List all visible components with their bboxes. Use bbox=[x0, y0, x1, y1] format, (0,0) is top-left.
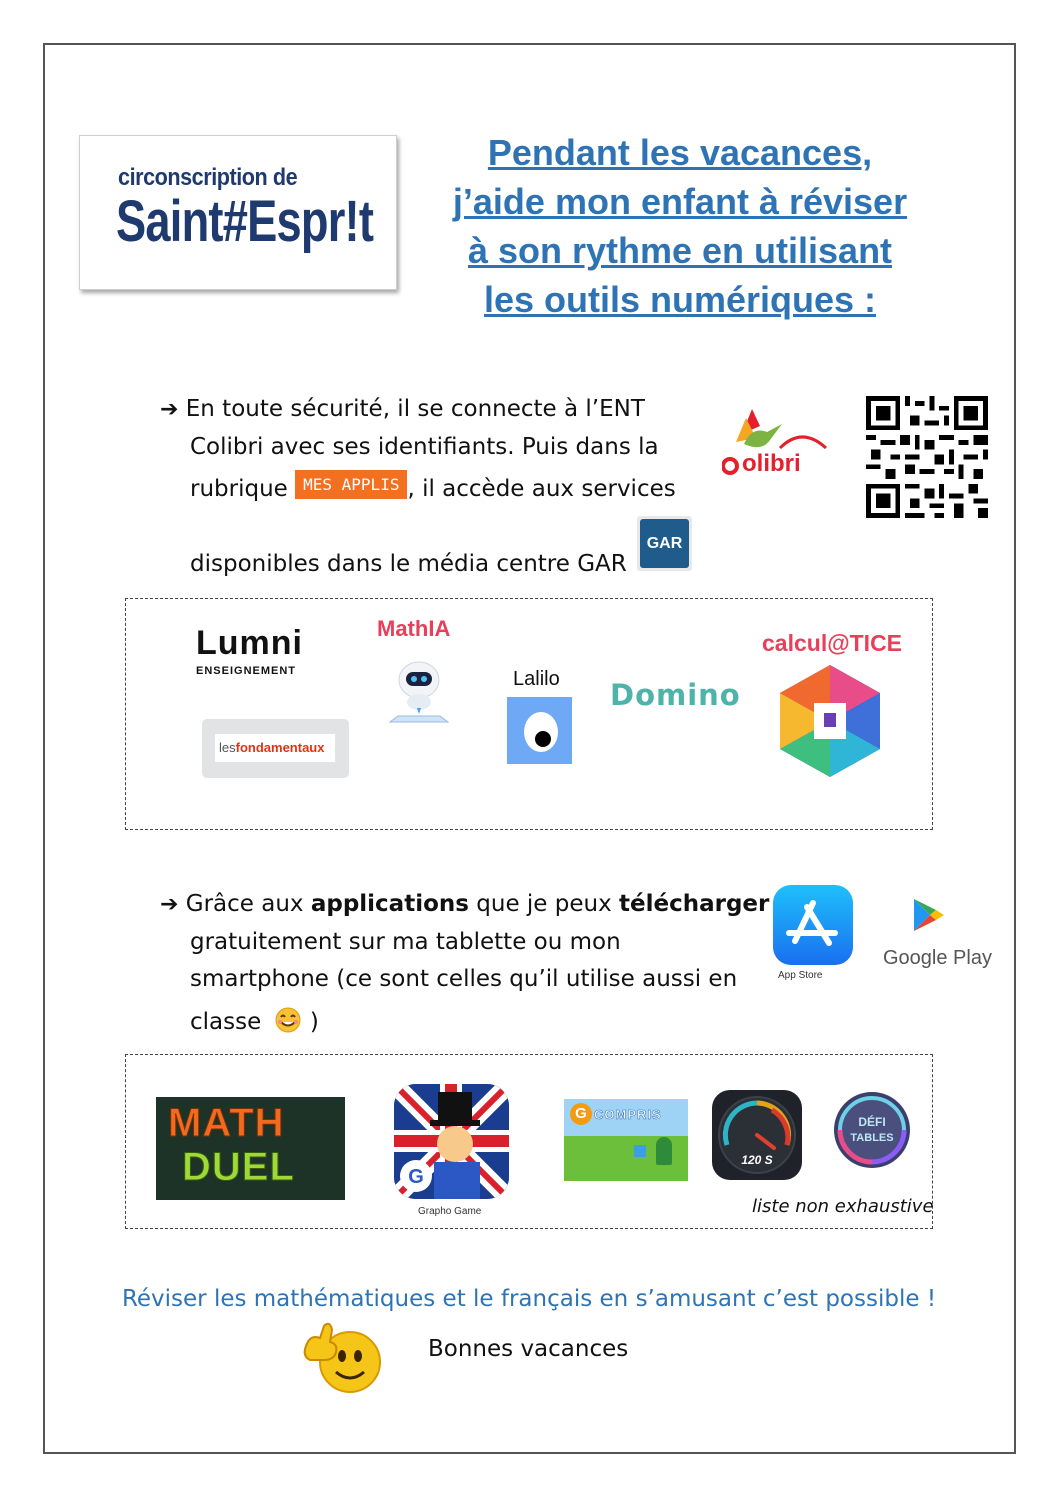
mathia-label: MathIA bbox=[377, 616, 451, 641]
smiley-icon bbox=[273, 1007, 303, 1033]
colibri-logo[interactable] bbox=[722, 404, 834, 484]
arrow-icon: ➔ bbox=[160, 892, 179, 917]
defi-tables-ring-icon bbox=[832, 1090, 912, 1170]
arrow-icon: ➔ bbox=[160, 397, 179, 422]
fondamentaux-label-box bbox=[215, 734, 335, 762]
section2-text-1b: que je peux bbox=[476, 891, 612, 917]
timer-app-icon[interactable] bbox=[712, 1090, 802, 1180]
gcompris-icon[interactable] bbox=[564, 1099, 688, 1181]
title-line-1: Pendant les vacances, bbox=[487, 132, 873, 173]
mathia-robot-icon[interactable] bbox=[384, 650, 454, 726]
lalilo-eye-icon bbox=[507, 697, 572, 764]
section2-line4 bbox=[190, 1007, 319, 1035]
fondamentaux-name: fondamentaux bbox=[235, 740, 325, 755]
logo-subtitle: circonscription de bbox=[118, 164, 298, 191]
app-store-a-icon bbox=[773, 885, 853, 965]
domino-label[interactable]: Domino bbox=[610, 678, 741, 712]
liste-note: liste non exhaustive bbox=[752, 1196, 934, 1217]
robot-icon bbox=[384, 650, 454, 726]
qr-code-icon bbox=[865, 396, 989, 518]
section2-text-4a: classe bbox=[190, 1009, 262, 1035]
google-play-icon[interactable] bbox=[912, 897, 946, 933]
gcompris-dice-icon bbox=[634, 1145, 646, 1157]
thumbs-up-icon bbox=[300, 1316, 388, 1396]
title-line-2: j’aide mon enfant à réviser bbox=[452, 181, 908, 222]
svg-text:G: G bbox=[408, 1166, 424, 1188]
logo-title: Saint#Espr!t bbox=[116, 189, 374, 254]
lumni-sub-label: ENSEIGNEMENT bbox=[196, 665, 297, 677]
gar-label: GAR bbox=[640, 519, 689, 568]
section2-line1 bbox=[160, 891, 769, 917]
timer-label: 120 S bbox=[741, 1153, 773, 1167]
section2-text-1a: Grâce aux bbox=[185, 891, 304, 917]
section2-bold-applications: applications bbox=[310, 891, 469, 917]
section1-line3 bbox=[190, 470, 676, 502]
section2-bold-telecharger: télécharger bbox=[619, 891, 770, 917]
math-duel-bottom-label: DUEL bbox=[182, 1145, 295, 1189]
gcompris-dino-icon bbox=[656, 1137, 672, 1165]
defi-bottom-label: TABLES bbox=[850, 1132, 894, 1144]
hexagon-logo-icon bbox=[776, 663, 884, 779]
math-duel-icon[interactable] bbox=[156, 1097, 345, 1200]
app-store-icon[interactable] bbox=[773, 885, 853, 965]
defi-tables-icon[interactable] bbox=[832, 1090, 912, 1170]
lalilo-label: Lalilo bbox=[513, 668, 560, 690]
app-store-label: App Store bbox=[778, 970, 823, 981]
grapho-game-label: Grapho Game bbox=[418, 1206, 482, 1217]
lumni-logo[interactable] bbox=[196, 624, 303, 677]
mes-applis-badge[interactable]: MES APPLIS bbox=[295, 470, 407, 499]
section2-text-4b: ) bbox=[309, 1009, 319, 1035]
section1-line1 bbox=[160, 396, 645, 422]
thumbs-up-smiley-icon bbox=[300, 1316, 388, 1396]
section1-text-3b: , il accède aux services bbox=[407, 476, 676, 502]
bonnes-vacances: Bonnes vacances bbox=[428, 1336, 629, 1362]
page-title bbox=[420, 128, 940, 324]
math-duel-top-label: MATH bbox=[168, 1101, 285, 1145]
lalilo-icon[interactable] bbox=[507, 697, 572, 764]
speedometer-icon bbox=[712, 1090, 802, 1180]
title-line-3: à son rythme en utilisant bbox=[467, 230, 893, 271]
google-play-label: Google Play bbox=[883, 947, 992, 969]
grapho-game-icon[interactable] bbox=[394, 1084, 509, 1199]
defi-top-label: DÉFI bbox=[858, 1115, 886, 1129]
calcultice-icon[interactable] bbox=[776, 663, 884, 779]
circonscription-logo bbox=[79, 135, 397, 290]
section1-line4: disponibles dans le média centre GAR bbox=[190, 551, 627, 577]
gcompris-g-icon: G bbox=[570, 1103, 592, 1125]
lumni-label: Lumni bbox=[196, 624, 303, 662]
section2-line3: smartphone (ce sont celles qu’il utilise aussi en bbox=[190, 966, 738, 992]
section1-text-1: En toute sécurité, il se connecte à l’ENT bbox=[185, 396, 645, 422]
gar-icon[interactable] bbox=[637, 516, 692, 571]
play-triangle-icon bbox=[912, 897, 946, 933]
qr-code[interactable] bbox=[865, 396, 989, 518]
gcompris-label: COMPRIS bbox=[594, 1107, 662, 1122]
colibri-label: olibri bbox=[742, 450, 801, 477]
fondamentaux-logo[interactable] bbox=[202, 719, 349, 778]
footer-slogan: Réviser les mathématiques et le français en s’amusant c’est possible ! bbox=[121, 1286, 937, 1312]
section1-line2: Colibri avec ses identifiants. Puis dans la bbox=[190, 434, 659, 460]
uk-flag-character-icon bbox=[394, 1084, 509, 1199]
section2-line2: gratuitement sur ma tablette ou mon bbox=[190, 929, 621, 955]
calcultice-label: calcul@TICE bbox=[762, 630, 903, 656]
fondamentaux-prefix: les bbox=[219, 740, 236, 755]
section1-text-3a: rubrique bbox=[190, 476, 288, 502]
title-line-4: les outils numériques : bbox=[483, 279, 877, 320]
